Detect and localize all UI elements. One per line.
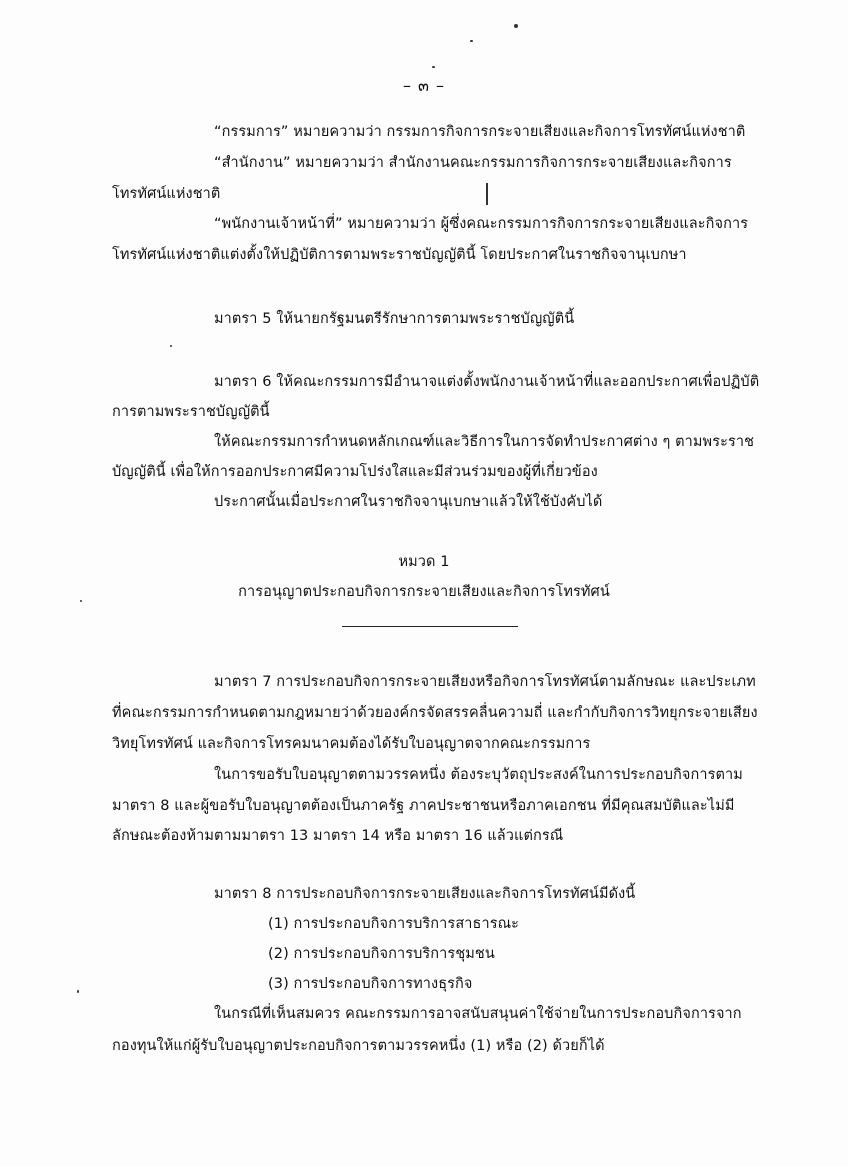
section-7-para-2-cont-2: ลักษณะต้องห้ามตามมาตรา 13 มาตรา 14 หรือ มาตรา 16 แล้วแต่กรณี: [112, 828, 564, 844]
definition-committee: “กรรมการ” หมายความว่า กรรมการกิจการกระจายเสียงและกิจการโทรทัศน์แห่งชาติ: [214, 124, 746, 140]
section-7-para-2-cont-1: มาตรา 8 และผู้ขอรับใบอนุญาตต้องเป็นภาครัฐ ภาคประชาชนหรือภาคเอกชน ที่มีคุณสมบัติและไม่มี: [112, 798, 735, 814]
scan-speck: [170, 345, 172, 347]
scan-speck: [470, 40, 473, 42]
definition-officer-cont: โทรทัศน์แห่งชาติแต่งตั้งให้ปฏิบัติการตามพระราชบัญญัตินี้ โดยประกาศในราชกิจจานุเบกษา: [112, 247, 687, 263]
section-8-item-2: (2) การประกอบกิจการบริการชุมชน: [268, 946, 495, 962]
chapter-divider: [342, 626, 518, 627]
section-6-cont: การตามพระราชบัญญัตินี้: [112, 404, 270, 420]
definition-officer: “พนักงานเจ้าหน้าที่” หมายความว่า ผู้ซึ่งคณะกรรมการกิจการกระจายเสียงและกิจการ: [214, 216, 749, 232]
section-5: มาตรา 5 ให้นายกรัฐมนตรีรักษาการตามพระราชบัญญัตินี้: [214, 311, 575, 327]
section-6-para-2: ให้คณะกรรมการกำหนดหลักเกณฑ์และวิธีการในการจัดทำประกาศต่าง ๆ ตามพระราช: [214, 434, 755, 450]
section-8-para-2-cont: กองทุนให้แก่ผู้รับใบอนุญาตประกอบกิจการตามวรรคหนึ่ง (1) หรือ (2) ด้วยก็ได้: [112, 1038, 605, 1054]
section-8-item-3: (3) การประกอบกิจการทางธุรกิจ: [268, 976, 473, 992]
section-7-cont-1: ที่คณะกรรมการกำหนดตามกฎหมายว่าด้วยองค์กรจัดสรรคลื่นความถี่ และกำกับกิจการวิทยุกระจายเสียง: [112, 705, 758, 721]
page-number: – ๓ –: [402, 76, 446, 95]
definition-office: “สำนักงาน” หมายความว่า สำนักงานคณะกรรมการกิจการกระจายเสียงและกิจการ: [214, 155, 732, 171]
section-7: มาตรา 7 การประกอบกิจการกระจายเสียงหรือกิจการโทรทัศน์ตามลักษณะ และประเภท: [214, 674, 756, 690]
section-7-para-2: ในการขอรับใบอนุญาตตามวรรคหนึ่ง ต้องระบุวัตถุประสงค์ในการประกอบกิจการตาม: [214, 767, 743, 783]
section-6-para-2-cont: บัญญัตินี้ เพื่อให้การออกประกาศมีความโปร่งใสและมีส่วนร่วมของผู้ที่เกี่ยวข้อง: [112, 464, 598, 480]
section-8-para-2: ในกรณีที่เห็นสมควร คณะกรรมการอาจสนับสนุนค่าใช้จ่ายในการประกอบกิจการจาก: [214, 1006, 742, 1022]
section-6: มาตรา 6 ให้คณะกรรมการมีอำนาจแต่งตั้งพนักงานเจ้าหน้าที่และออกประกาศเพื่อปฏิบัติ: [214, 374, 760, 390]
scan-speck: [77, 990, 79, 993]
scan-speck: [514, 24, 518, 28]
definition-office-cont: โทรทัศน์แห่งชาติ: [112, 186, 221, 202]
scan-mark: [486, 183, 488, 205]
section-7-cont-2: วิทยุโทรทัศน์ และกิจการโทรคมนาคมต้องได้รับใบอนุญาตจากคณะกรรมการ: [112, 736, 591, 752]
section-6-para-3: ประกาศนั้นเมื่อประกาศในราชกิจจานุเบกษาแล้วให้ใช้บังคับได้: [214, 494, 603, 510]
chapter-subtitle: การอนุญาตประกอบกิจการกระจายเสียงและกิจการโทรทัศน์: [238, 584, 610, 600]
section-8-item-1: (1) การประกอบกิจการบริการสาธารณะ: [268, 916, 520, 932]
scan-speck: [432, 66, 435, 68]
section-8: มาตรา 8 การประกอบกิจการกระจายเสียงและกิจการโทรทัศน์มีดังนี้: [214, 886, 636, 902]
chapter-title: หมวด 1: [398, 554, 450, 570]
